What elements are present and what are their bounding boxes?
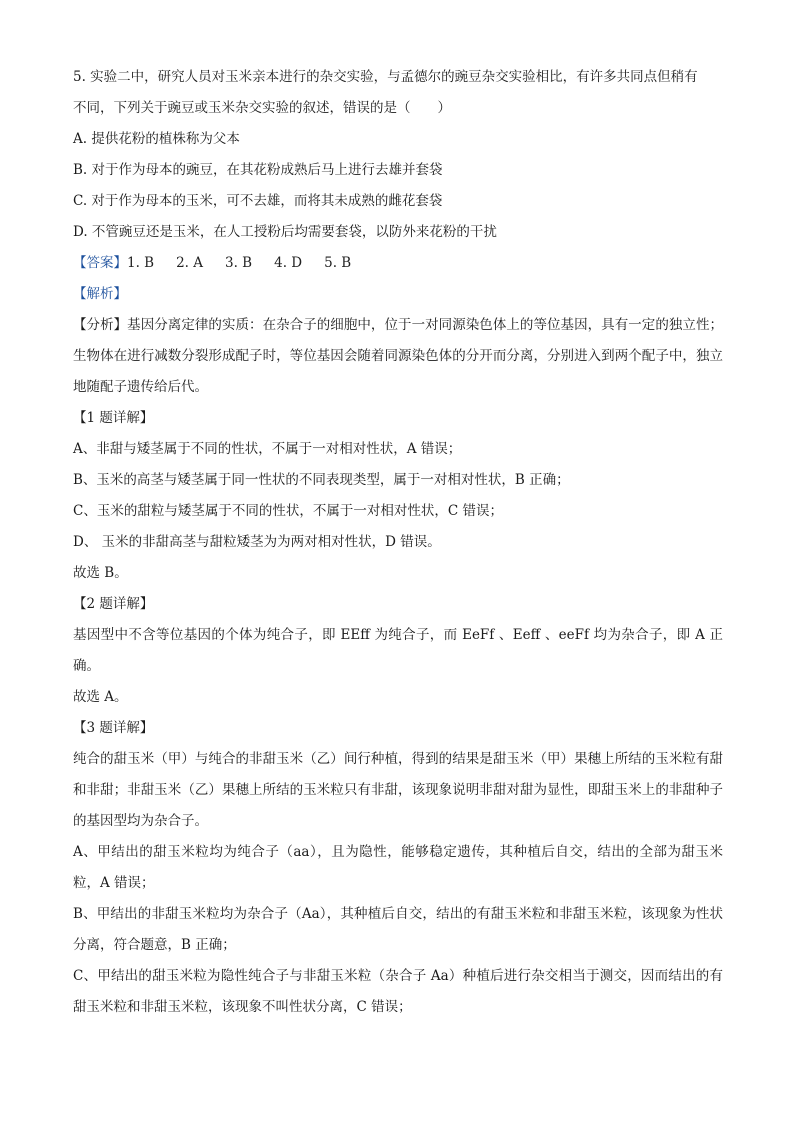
answer-row — [73, 248, 723, 279]
q2-text: 基因型中不含等位基因的个体为纯合子，即 EEff 为纯合子，而 EeFf 、Eeff 、eeFf 均为杂合子，即 A 正确。 — [73, 627, 723, 674]
q3-item-b: B、甲结出的非甜玉米粒均为杂合子（Aa），其种植后自交，结出的有甜玉米粒和非甜玉米粒，该现象为性状分离，符合题意，B 正确； — [73, 906, 723, 953]
q2-conclusion: 故选 A。 — [73, 689, 128, 705]
answer-item: 1. B — [127, 255, 155, 271]
question-5-stem-line-2: 不同，下列关于豌豆或玉米杂交实验的叙述，错误的是（ ） — [73, 100, 451, 116]
q1-line-d: D、 玉米的非甜高茎与甜粒矮茎为为两对相对性状，D 错误。 — [73, 534, 441, 550]
q1-line-c: C、玉米的甜粒与矮茎属于不同的性状，不属于一对相对性状，C 错误； — [73, 503, 503, 519]
analysis-tag: 【解析】 — [73, 286, 127, 302]
answer-item: 2. A — [176, 255, 204, 271]
document-page — [73, 62, 723, 1023]
q1-conclusion: 故选 B。 — [73, 565, 128, 581]
q2-heading: 【2 题详解】 — [73, 596, 154, 612]
q3-intro: 纯合的甜玉米（甲）与纯合的非甜玉米（乙）间行种植，得到的结果是甜玉米（甲）果穗上所结的玉米粒有甜和非甜；非甜玉米（乙）果穗上所结的玉米粒只有非甜，该现象说明非甜对甜为显性，即甜玉米上的非甜种子的基因型均为杂合子。 — [73, 751, 723, 829]
answer-tag: 【答案】 — [73, 255, 127, 271]
question-5-stem-line-1: 5. 实验二中，研究人员对玉米亲本进行的杂交实验，与孟德尔的豌豆杂交实验相比，有许多共同点但稍有 — [73, 69, 698, 85]
option-c: C. 对于作为母本的玉米，可不去雄，而将其未成熟的雌花套袋 — [73, 193, 443, 209]
q3-item-c: C、甲结出的甜玉米粒为隐性纯合子与非甜玉米粒（杂合子 Aa）种植后进行杂交相当于测交，因而结出的有甜玉米粒和非甜玉米粒，该现象不叫性状分离，C 错误； — [73, 968, 723, 1015]
q3-heading: 【3 题详解】 — [73, 720, 154, 736]
answer-item: 3. B — [225, 255, 253, 271]
analysis-text: 基因分离定律的实质：在杂合子的细胞中，位于一对同源染色体上的等位基因，具有一定的独立性；生物体在进行减数分裂形成配子时，等位基因会随着同源染色体的分开而分离，分别进入到两个配子中，独立地随配子遗传给后代。 — [73, 317, 724, 395]
q3-item-a: A、甲结出的甜玉米粒均为纯合子（aa），且为隐性，能够稳定遗传，其种植后自交，结出的全部为甜玉米粒，A 错误； — [73, 844, 723, 891]
option-a: A. 提供花粉的植株称为父本 — [73, 131, 240, 147]
analysis-label: 【分析】 — [73, 317, 128, 333]
q1-heading: 【1 题详解】 — [73, 410, 154, 426]
answer-item: 5. B — [324, 255, 352, 271]
answer-item: 4. D — [274, 255, 303, 271]
option-b: B. 对于作为母本的豌豆，在其花粉成熟后马上进行去雄并套袋 — [73, 162, 443, 178]
option-d: D. 不管豌豆还是玉米，在人工授粉后均需要套袋，以防外来花粉的干扰 — [73, 224, 497, 240]
analysis-paragraph — [73, 310, 723, 403]
q1-line-a: A、非甜与矮茎属于不同的性状，不属于一对相对性状，A 错误； — [73, 441, 462, 457]
analysis-heading — [73, 279, 723, 310]
q1-line-b: B、玉米的高茎与矮茎属于同一性状的不同表现类型，属于一对相对性状，B 正确； — [73, 472, 570, 488]
